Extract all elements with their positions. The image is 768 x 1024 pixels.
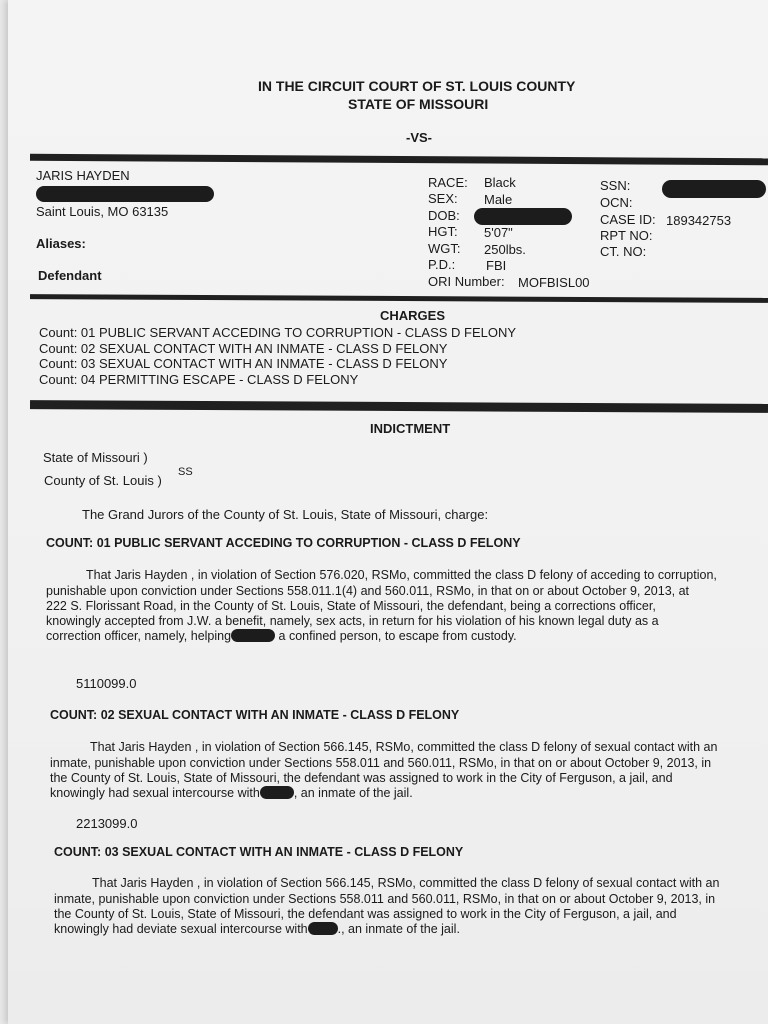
count-3-line	[54, 922, 460, 936]
count-2-code: 2213099.0	[76, 816, 138, 831]
charges-title: CHARGES	[380, 308, 446, 323]
document-page	[8, 0, 768, 1024]
ocn-label: OCN:	[600, 195, 633, 210]
count-3-line: inmate, punishable upon conviction under Sections 558.011 and 560.011, RSMo, in that on or about October 9, 2013, in	[54, 892, 716, 906]
hgt-label: HGT:	[428, 224, 458, 239]
race-value: Black	[484, 175, 516, 190]
case-id-label: CASE ID:	[600, 212, 656, 227]
count-1-line: That Jaris Hayden , in violation of Section 576.020, RSMo, committed the class D felony of acceding to corruption,	[86, 568, 717, 582]
hgt-value: 5'07"	[484, 225, 513, 240]
case-id-value: 189342753	[666, 213, 732, 228]
court-title: IN THE CIRCUIT COURT OF ST. LOUIS COUNTY	[258, 78, 576, 94]
versus-label: -VS-	[406, 130, 432, 145]
count-1-line: punishable upon conviction under Sections 558.011.1(4) and 560.011, RSMo, in that on or about October 9, 2013, at	[46, 584, 690, 598]
charge-item: Count: 04 PERMITTING ESCAPE - CLASS D FELONY	[39, 372, 359, 387]
defendant-name: JARIS HAYDEN	[36, 168, 130, 183]
state-title: STATE OF MISSOURI	[348, 96, 489, 112]
count-3-line-text: knowingly had deviate sexual intercourse with	[54, 922, 308, 936]
count-2-line: the County of St. Louis, State of Missouri, the defendant was assigned to work in the City of Ferguson, a jail, and	[50, 771, 673, 785]
wgt-value: 250lbs.	[484, 242, 526, 257]
aliases-label: Aliases:	[36, 236, 86, 251]
count-3-line: That Jaris Hayden , in violation of Section 566.145, RSMo, committed the class D felony of sexual contact with an	[92, 876, 720, 890]
defendant-label: Defendant	[38, 268, 102, 283]
redacted-name	[308, 922, 338, 935]
redacted-name	[231, 629, 275, 642]
ssn-label: SSN:	[600, 178, 631, 193]
count-1-line: 222 S. Florissant Road, in the County of St. Louis, State of Missouri, the defendant, being a corrections officer,	[46, 599, 656, 613]
charges-divider	[30, 400, 768, 413]
count-2-line	[50, 786, 413, 800]
count-1-heading: COUNT: 01 PUBLIC SERVANT ACCEDING TO CORRUPTION - CLASS D FELONY	[46, 536, 521, 550]
redacted-name	[260, 786, 294, 799]
count-1-line-text: a confined person, to escape from custody.	[275, 629, 517, 643]
count-3-heading: COUNT: 03 SEXUAL CONTACT WITH AN INMATE - CLASS D FELONY	[54, 845, 464, 859]
redacted-address	[36, 186, 214, 202]
count-1-code: 5110099.0	[76, 676, 137, 691]
charge-item: Count: 01 PUBLIC SERVANT ACCEDING TO CORRUPTION - CLASS D FELONY	[39, 325, 517, 340]
ori-value: MOFBISL00	[518, 275, 590, 290]
race-label: RACE:	[428, 175, 468, 190]
charge-item: Count: 02 SEXUAL CONTACT WITH AN INMATE - CLASS D FELONY	[39, 341, 448, 356]
wgt-label: WGT:	[428, 241, 461, 256]
ct-no-label: CT. NO:	[600, 244, 647, 259]
intro-text: The Grand Jurors of the County of St. Louis, State of Missouri, charge:	[82, 507, 489, 522]
count-2-heading: COUNT: 02 SEXUAL CONTACT WITH AN INMATE - CLASS D FELONY	[50, 708, 460, 722]
redacted-dob	[474, 208, 572, 225]
count-1-line-text: correction officer, namely, helping	[46, 629, 232, 643]
defendant-city: Saint Louis, MO 63135	[36, 204, 169, 219]
rpt-no-label: RPT NO:	[600, 228, 653, 243]
sex-value: Male	[484, 192, 513, 207]
ori-label: ORI Number:	[428, 274, 505, 289]
count-2-line-text: knowingly had sexual intercourse with	[50, 786, 260, 800]
charge-item: Count: 03 SEXUAL CONTACT WITH AN INMATE - CLASS D FELONY	[39, 356, 448, 371]
ss-mark: SS	[178, 466, 193, 478]
state-line: State of Missouri )	[43, 450, 148, 465]
sex-label: SEX:	[428, 191, 458, 206]
redacted-ssn	[662, 180, 766, 198]
pd-value: FBI	[486, 258, 507, 273]
pd-label: P.D.:	[428, 257, 456, 272]
count-2-line: inmate, punishable upon conviction under Sections 558.011 and 560.011, RSMo, in that on or about October 9, 2013, in	[50, 756, 712, 770]
count-3-line: the County of St. Louis, State of Missouri, the defendant was assigned to work in the City of Ferguson, a jail, and	[54, 907, 677, 921]
count-1-line: knowingly accepted from J.W. a benefit, namely, sex acts, in return for his violation of his known legal duty as a	[46, 614, 659, 628]
count-3-line-text: ., an inmate of the jail.	[337, 922, 460, 936]
count-2-line: That Jaris Hayden , in violation of Section 566.145, RSMo, committed the class D felony of sexual contact with an	[90, 740, 718, 754]
county-line: County of St. Louis )	[44, 473, 162, 488]
info-divider	[30, 294, 768, 303]
count-1-line	[46, 629, 517, 643]
count-2-line-text: , an inmate of the jail.	[293, 786, 413, 800]
header-divider	[30, 154, 768, 166]
dob-label: DOB:	[428, 208, 460, 223]
indictment-title: INDICTMENT	[370, 421, 451, 436]
